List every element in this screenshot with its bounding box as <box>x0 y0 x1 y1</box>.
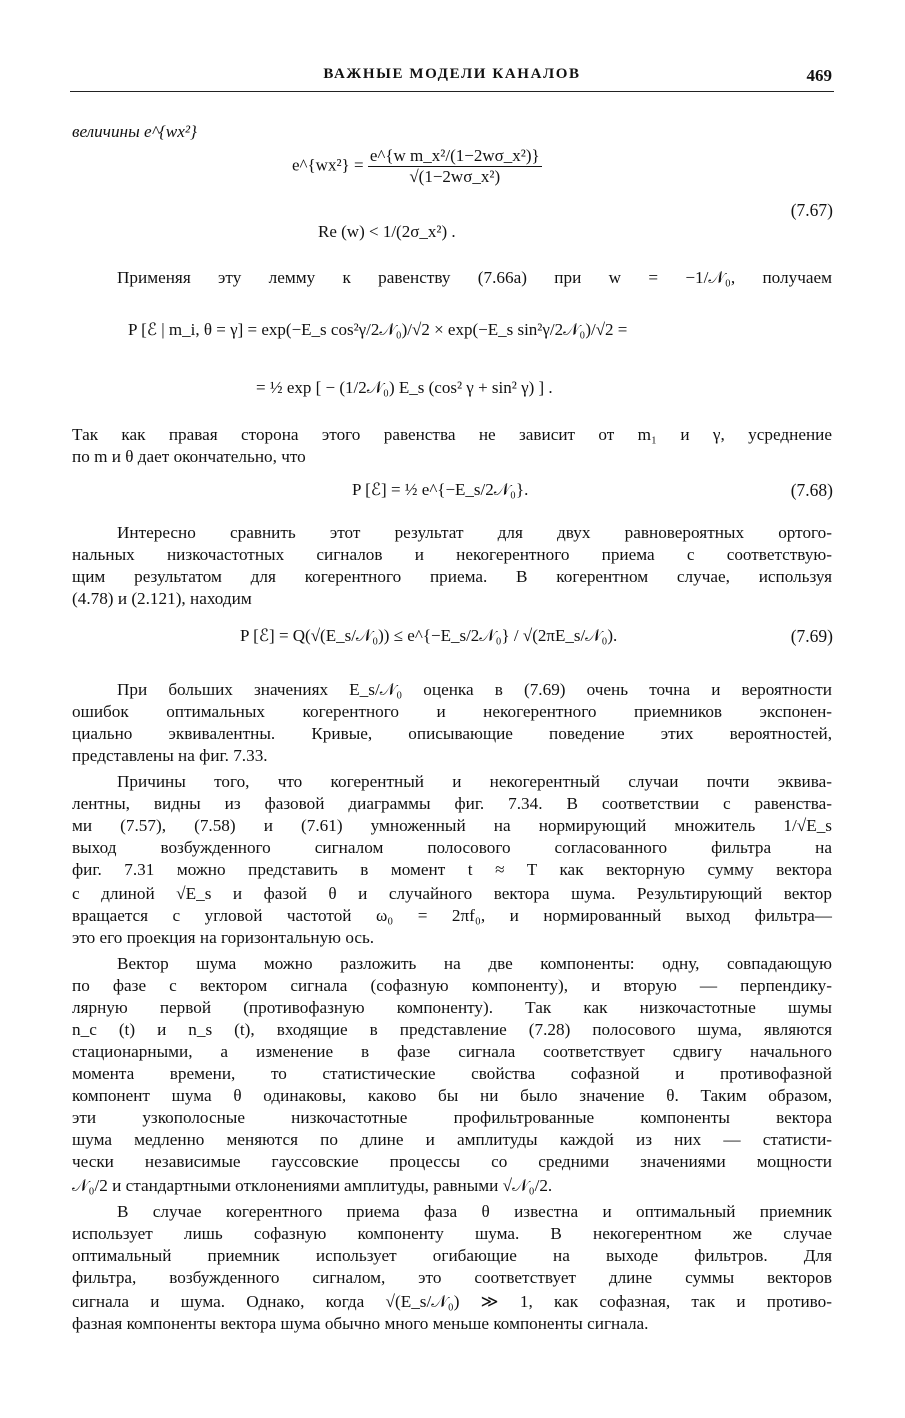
p3-line-1: При больших значениях E_s/𝒩₀ оценка в (7.69) очень точна и вероятности <box>117 680 832 699</box>
eq767-fraction <box>368 146 542 187</box>
p5-line-3: лярную первой (противофазную компоненту). Так как низкочастотные шумы <box>72 998 832 1017</box>
p4-line-2: лентны, видны из фазовой диаграммы фиг. 7.34. В соответствии с равенства- <box>72 794 832 813</box>
p1-line-2: по m и θ дает окончательно, что <box>72 447 306 466</box>
p4-line-1: Причины того, что когерентный и некогерентный случаи почти эквива- <box>117 772 832 791</box>
p5-line-5: стационарными, а изменение в фазе сигнала соответствует сдвигу начального <box>72 1042 832 1061</box>
header-rule <box>70 91 834 92</box>
p6-line-5: сигнала и шума. Однако, когда √(E_s/𝒩₀) ≫ 1, как софазная, так и противо- <box>72 1292 832 1311</box>
eq767-condition: Re (w) < 1/(2σ_x²) . <box>318 222 456 241</box>
p6-line-3: оптимальный приемник использует огибающие на выходе фильтров. Для <box>72 1246 832 1265</box>
p4-line-4: выход возбужденного сигналом полосового согласованного фильтра на <box>72 838 832 857</box>
p2-line-3: щим результатом для когерентного приема. В когерентном случае, используя <box>72 567 832 586</box>
eq769-number: (7.69) <box>790 626 833 646</box>
p3-line-4: представлены на фиг. 7.33. <box>72 746 268 765</box>
page-number: 469 <box>806 66 832 85</box>
eq767-denominator: √(1−2wσ_x²) <box>409 167 501 186</box>
equation-7-68: P [ℰ] = ½ e^{−E_s/2𝒩₀}. <box>352 480 529 499</box>
p2-line-2: нальных низкочастотных сигналов и некогерентного приема с соответствую- <box>72 545 832 564</box>
p6-line-1: В случае когерентного приема фаза θ известна и оптимальный приемник <box>117 1202 832 1221</box>
p6-line-4: фильтра, возбужденного сигналом, это соответствует длине суммы векторов <box>72 1268 832 1287</box>
p5-line-6: момента времени, то статистические свойства софазной и противофазной <box>72 1064 832 1083</box>
p2-line-4: (4.78) и (2.121), находим <box>72 589 252 608</box>
p4-line-6: с длиной √E_s и фазой θ и случайного вектора шума. Результирующий вектор <box>72 884 832 903</box>
p5-line-7: компонент шума θ одинаковы, каково бы ни было значение θ. Таким образом, <box>72 1086 832 1105</box>
p5-line-4: n_c (t) и n_s (t), входящие в представление (7.28) полосового шума, являются <box>72 1020 832 1039</box>
p6-line-2: использует лишь софазную компоненту шума. В некогерентном же случае <box>72 1224 832 1243</box>
p4-line-7: вращается с угловой частотой ω₀ = 2πf₀, и нормированный выход фильтра— <box>72 906 832 925</box>
eq767-lhs: e^{wx²} = <box>292 155 364 175</box>
equation-7-69: P [ℰ] = Q(√(E_s/𝒩₀)) ≤ e^{−E_s/2𝒩₀} / √(2πE_s/𝒩₀). <box>240 626 618 645</box>
intro-label: величины e^{wx²} <box>72 122 197 141</box>
p5-line-11: 𝒩₀/2 и стандартными отклонениями амплитуды, равными √𝒩₀/2. <box>72 1176 553 1195</box>
eq768-number: (7.68) <box>790 480 833 500</box>
eq767-number: (7.67) <box>790 200 833 220</box>
p5-line-9: шума медленно меняются по длине и амплитуды каждой из них — статисти- <box>72 1130 832 1149</box>
p3-line-3: циально эквивалентны. Кривые, описывающие поведение этих вероятностей, <box>72 724 832 743</box>
p5-line-10: чески независимые гауссовские процессы со средними значениями мощности <box>72 1152 832 1171</box>
p2-line-1: Интересно сравнить этот результат для двух равновероятных ортого- <box>117 523 832 542</box>
page-header <box>72 66 832 92</box>
running-title: ВАЖНЫЕ МОДЕЛИ КАНАЛОВ <box>323 66 581 82</box>
p3-line-2: ошибок оптимальных когерентного и некогерентного приемников экспонен- <box>72 702 832 721</box>
lemma-line: Применяя эту лемму к равенству (7.66а) при w = −1/𝒩₀, получаем <box>117 268 832 287</box>
equation-7-67 <box>292 146 542 187</box>
equation-p-line2: = ½ exp [ − (1/2𝒩₀) E_s (cos² γ + sin² γ) ] . <box>256 378 553 397</box>
p5-line-2: по фазе с вектором сигнала (софазную компоненту), и вторую — перпендику- <box>72 976 832 995</box>
p6-line-6: фазная компоненты вектора шума обычно много меньше компоненты сигнала. <box>72 1314 649 1333</box>
p1-line-1: Так как правая сторона этого равенства не зависит от m₁ и γ, усреднение <box>72 425 832 444</box>
p4-line-5: фиг. 7.31 можно представить в момент t ≈ T как векторную сумму вектора <box>72 860 832 879</box>
p5-line-1: Вектор шума можно разложить на две компоненты: одну, совпадающую <box>117 954 832 973</box>
equation-p-line1: P [ℰ | m_i, θ = γ] = exp(−E_s cos²γ/2𝒩₀)/√2 × exp(−E_s sin²γ/2𝒩₀)/√2 = <box>128 320 628 339</box>
p4-line-8: это его проекция на горизонтальную ось. <box>72 928 375 947</box>
p4-line-3: ми (7.57), (7.58) и (7.61) умноженный на нормирующий множитель 1/√E_s <box>72 816 832 835</box>
eq767-numerator: e^{w m_x²/(1−2wσ_x²)} <box>369 146 540 165</box>
p5-line-8: эти узкополосные низкочастотные профильтрованные компоненты вектора <box>72 1108 832 1127</box>
